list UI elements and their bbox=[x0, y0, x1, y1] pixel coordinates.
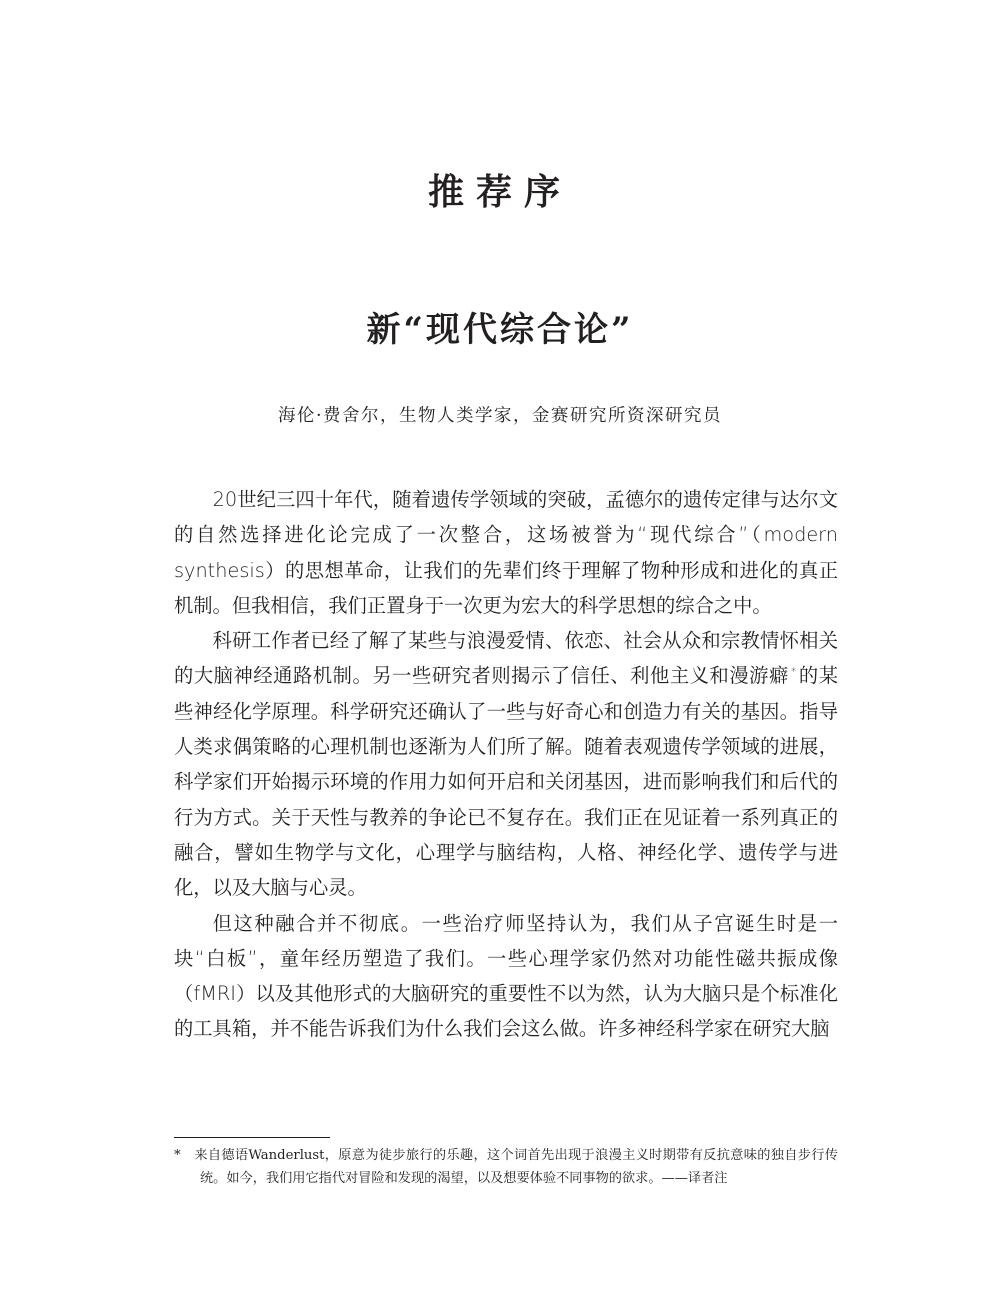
chapter-title: 新“现代综合论” bbox=[366, 310, 634, 350]
body-text bbox=[174, 482, 838, 1047]
footnote-text: 来自德语Wanderlust，原意为徒步旅行的乐趣，这个词首先出现于浪漫主义时期带有反抗意味的独自步行传统。如今，我们用它指代对冒险和发现的渴望，以及想要体验不同事物的欲求。——译者注 bbox=[194, 1148, 838, 1186]
footnote-divider bbox=[174, 1137, 330, 1138]
footnote-mark: * bbox=[174, 1148, 181, 1163]
footnote-reference-mark: * bbox=[790, 665, 797, 679]
author-byline: 海伦·费舍尔，生物人类学家，金赛研究所资深研究员 bbox=[277, 406, 723, 426]
paragraph-2-part-2: 的某些神经化学原理。科学研究还确认了一些与好奇心和创造力有关的基因。指导人类求偶策略的心理机制也逐渐为人们所了解。随着表观遗传学领域的进展，科学家们开始揭示环境的作用力如何开启和关闭基因，进而影响我们和后代的行为方式。关于天性与教养的争论已不复存在。我们正在见证着一系列真正的融合，譬如生物学与文化，心理学与脑结构，人格、神经化学、遗传学与进化，以及大脑与心灵。 bbox=[174, 664, 839, 900]
paragraph-1: 20世纪三四十年代，随着遗传学领域的突破，孟德尔的遗传定律与达尔文的自然选择进化论完成了一次整合，这场被誉为“现代综合”（modern synthesis）的思想革命，让我们的先辈们终于理解了物种形成和进化的真正机制。但我相信，我们正置身于一次更为宏大的科学思想的综合之中。 bbox=[174, 488, 838, 617]
paragraph-2-part-1: 科研工作者已经了解了某些与浪漫爱情、依恋、社会从众和宗教情怀相关的大脑神经通路机制。另一些研究者则揭示了信任、利他主义和漫游癖 bbox=[174, 629, 838, 688]
footnote bbox=[174, 1144, 838, 1190]
page-heading: 推荐序 bbox=[427, 171, 572, 213]
paragraph-3: 但这种融合并不彻底。一些治疗师坚持认为，我们从子宫诞生时是一块“白板”，童年经历塑造了我们。一些心理学家仍然对功能性磁共振成像（fMRI）以及其他形式的大脑研究的重要性不以为然，认为大脑只是个标准化的工具箱，并不能告诉我们为什么我们会这么做。许多神经科学家在研究大脑 bbox=[174, 911, 838, 1041]
paragraph-2 bbox=[174, 623, 838, 905]
